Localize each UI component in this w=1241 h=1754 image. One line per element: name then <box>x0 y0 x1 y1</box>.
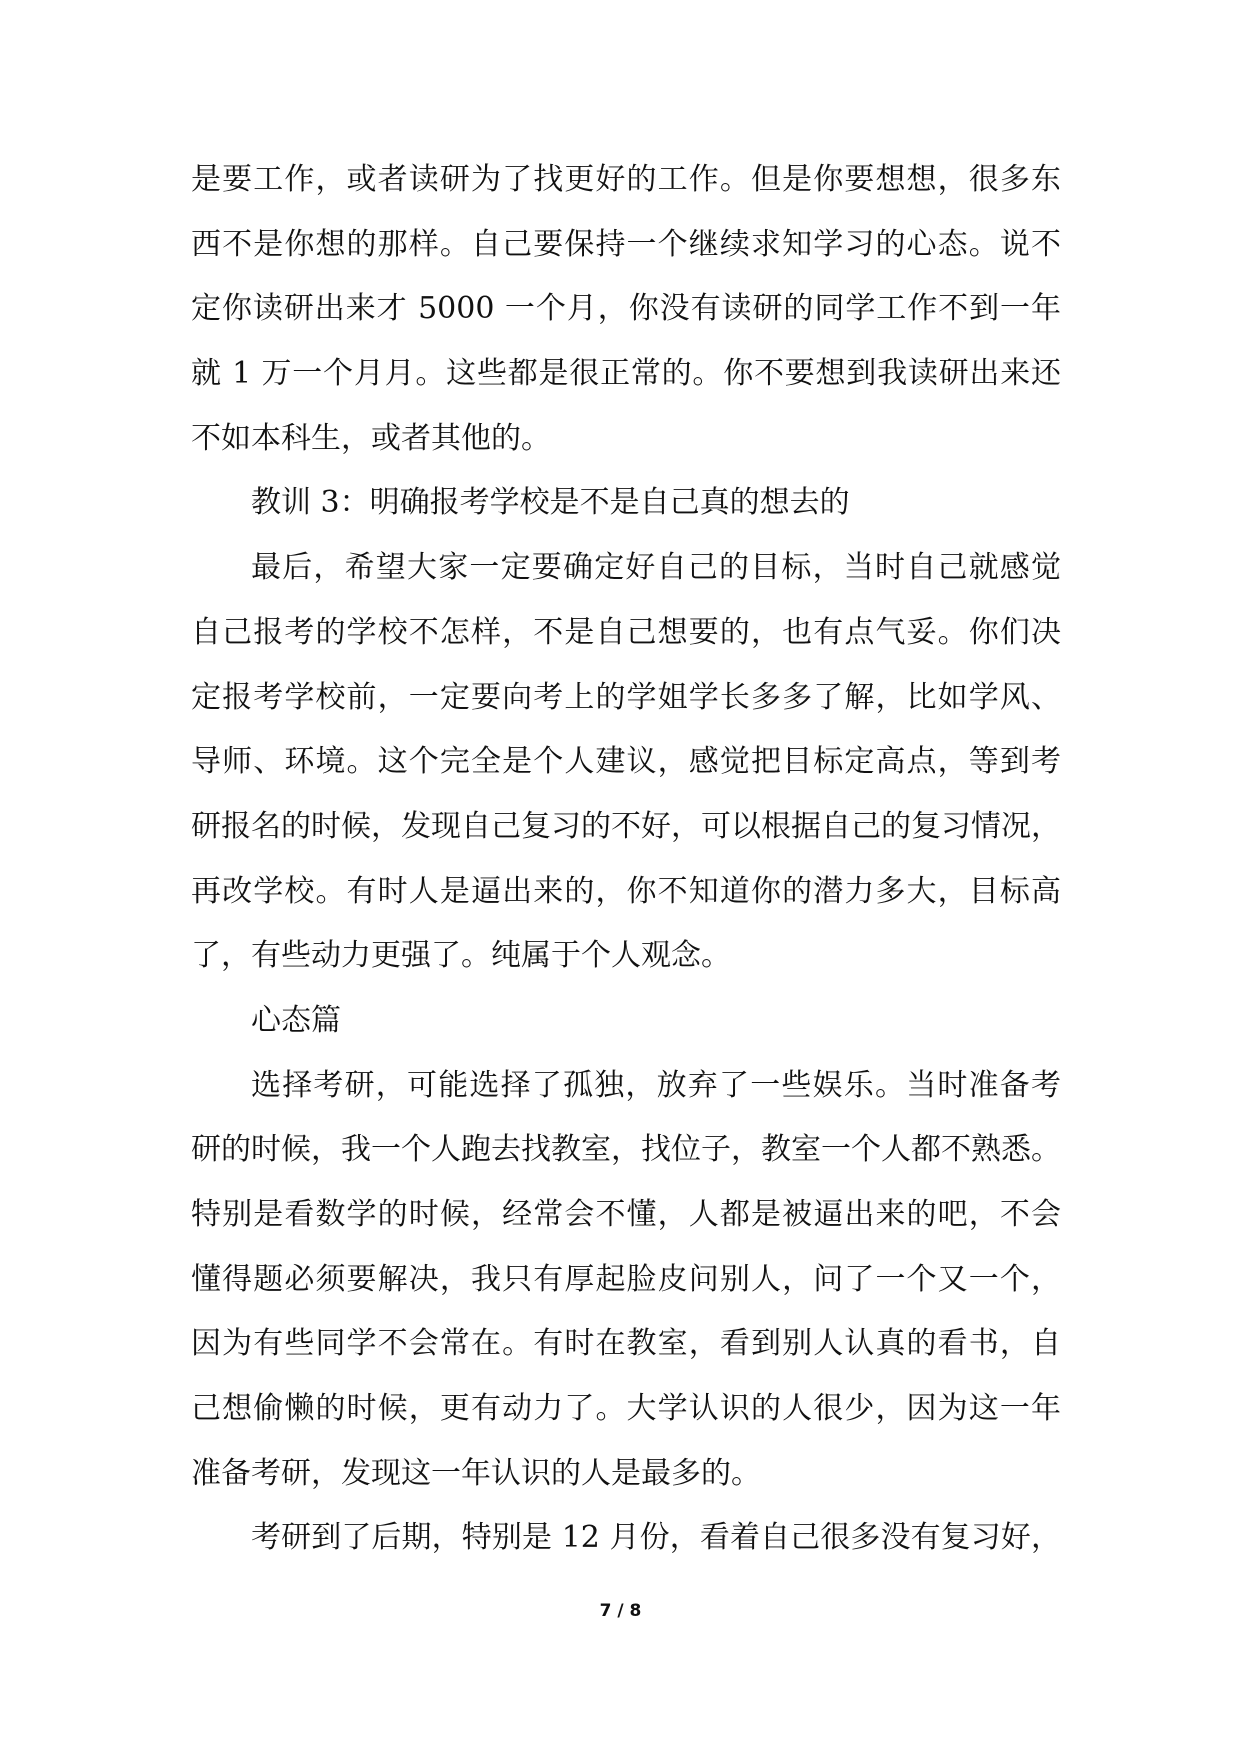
text-line: 最后，希望大家一定要确定好自己的目标，当时自己就感觉 <box>251 550 1061 586</box>
text-line: 研的时候，我一个人跑去找教室，找位子，教室一个人都不熟悉。 <box>191 1132 1061 1168</box>
text-line: 考研到了后期，特别是 12 月份，看着自己很多没有复习好， <box>251 1520 1061 1556</box>
text-line: 就 1 万一个月月。这些都是很正常的。你不要想到我读研出来还 <box>191 356 1061 392</box>
text-line: 再改学校。有时人是逼出来的，你不知道你的潜力多大，目标高 <box>191 873 1061 909</box>
text-line: 研报名的时候，发现自己复习的不好，可以根据自己的复习情况， <box>191 808 1061 844</box>
text-line: 定报考学校前，一定要向考上的学姐学长多多了解，比如学风、 <box>191 679 1061 715</box>
text-line: 特别是看数学的时候，经常会不懂，人都是被逼出来的吧，不会 <box>191 1197 1061 1232</box>
text-line: 了，有些动力更强了。纯属于个人观念。 <box>191 938 731 974</box>
document-body <box>191 148 1061 1571</box>
text-line: 教训 3：明确报考学校是不是自己真的想去的 <box>251 485 850 521</box>
text-line: 定你读研出来才 5000 一个月，你没有读研的同学工作不到一年 <box>191 291 1061 327</box>
text-line: 己想偷懒的时候，更有动力了。大学认识的人很少，因为这一年 <box>191 1391 1061 1427</box>
text-line: 自己报考的学校不怎样，不是自己想要的，也有点气妥。你们决 <box>191 614 1061 650</box>
text-line: 懂得题必须要解决，我只有厚起脸皮问别人，问了一个又一个， <box>191 1261 1061 1297</box>
text-line: 心态篇 <box>251 1002 341 1038</box>
text-line: 西不是你想的那样。自己要保持一个继续求知学习的心态。说不 <box>191 226 1061 262</box>
text-line: 导师、环境。这个完全是个人建议，感觉把目标定高点，等到考 <box>191 744 1061 780</box>
text-line: 不如本科生，或者其他的。 <box>191 420 551 456</box>
page-number: 7 / 8 <box>599 1601 642 1621</box>
text-line: 是要工作，或者读研为了找更好的工作。但是你要想想，很多东 <box>191 162 1061 197</box>
text-line: 因为有些同学不会常在。有时在教室，看到别人认真的看书，自 <box>191 1326 1061 1362</box>
text-line: 准备考研，发现这一年认识的人是最多的。 <box>191 1455 761 1491</box>
text-line: 选择考研，可能选择了孤独，放弃了一些娱乐。当时准备考 <box>251 1067 1061 1103</box>
